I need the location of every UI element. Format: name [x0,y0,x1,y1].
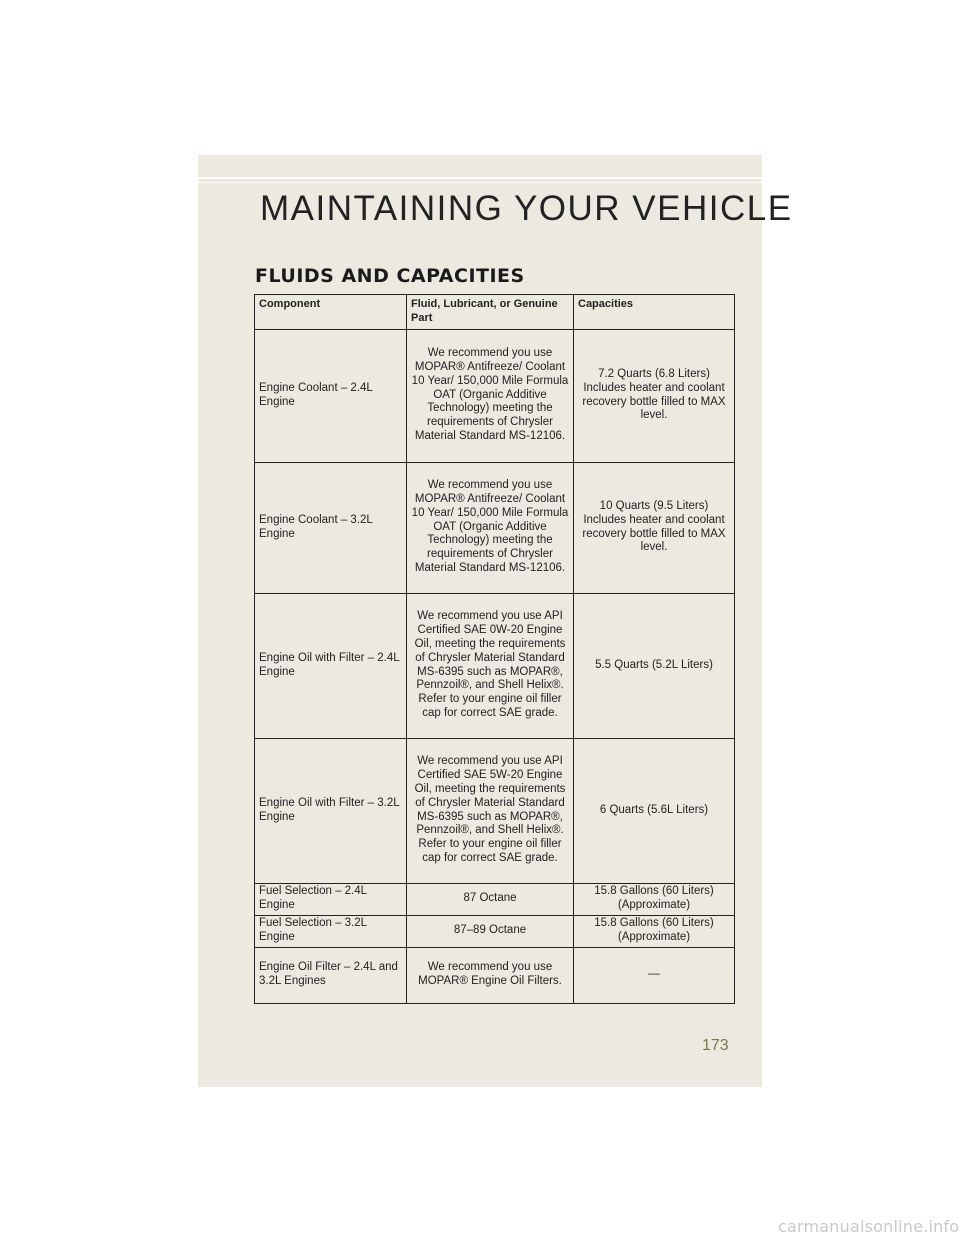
chapter-title: MAINTAINING YOUR VEHICLE [260,189,793,228]
page-number: 173 [702,1037,729,1054]
header-rule-thin [198,182,762,183]
cell-capacity: — [574,947,735,1003]
cell-component: Engine Oil with Filter – 3.2L Engine [255,738,407,883]
watermark: carmanualsonline.info [778,1217,960,1236]
manual-page [198,155,793,1087]
cell-component: Engine Coolant – 2.4L Engine [255,329,407,462]
cell-capacity: 15.8 Gallons (60 Liters) (Approximate) [574,915,735,947]
table-row [255,883,735,915]
cell-capacity: 15.8 Gallons (60 Liters) (Approximate) [574,883,735,915]
column-header-component: Component [255,295,407,330]
section-title: FLUIDS AND CAPACITIES [255,265,525,287]
cell-fluid: We recommend you use API Certified SAE 0W-20 Engine Oil, meeting the requirements of Chrysler Material Standard MS-6395 such as MOPAR®, Pennzoil®, and Shell Helix®. Refer to your engine oil filler cap for correct SAE grade. [407,593,574,738]
cell-fluid: We recommend you use MOPAR® Engine Oil Filters. [407,947,574,1003]
cell-capacity: 7.2 Quarts (6.8 Liters) Includes heater and coolant recovery bottle filled to MAX level. [574,329,735,462]
cell-capacity: 10 Quarts (9.5 Liters) Includes heater and coolant recovery bottle filled to MAX level. [574,462,735,593]
table-row [255,462,735,593]
fluids-capacities-table [254,294,735,1004]
cell-fluid: 87 Octane [407,883,574,915]
cell-component: Engine Coolant – 3.2L Engine [255,462,407,593]
table-header-row [255,295,735,330]
cell-component: Engine Oil with Filter – 2.4L Engine [255,593,407,738]
cell-component: Fuel Selection – 2.4L Engine [255,883,407,915]
cell-fluid: We recommend you use MOPAR® Antifreeze/ Coolant 10 Year/ 150,000 Mile Formula OAT (Organic Additive Technology) meeting the requirements of Chrysler Material Standard MS-12106. [407,462,574,593]
cell-component: Fuel Selection – 3.2L Engine [255,915,407,947]
cell-component: Engine Oil Filter – 2.4L and 3.2L Engines [255,947,407,1003]
column-header-capacities: Capacities [574,295,735,330]
table-row [255,738,735,883]
table-row [255,329,735,462]
table-row [255,593,735,738]
cell-capacity: 5.5 Quarts (5.2L Liters) [574,593,735,738]
cell-fluid: We recommend you use MOPAR® Antifreeze/ Coolant 10 Year/ 150,000 Mile Formula OAT (Organic Additive Technology) meeting the requirements of Chrysler Material Standard MS-12106. [407,329,574,462]
table-row [255,947,735,1003]
cell-fluid: We recommend you use API Certified SAE 5W-20 Engine Oil, meeting the requirements of Chrysler Material Standard MS-6395 such as MOPAR®, Pennzoil®, and Shell Helix®. Refer to your engine oil filler cap for correct SAE grade. [407,738,574,883]
column-header-fluid: Fluid, Lubricant, or Genuine Part [407,295,574,330]
cell-fluid: 87–89 Octane [407,915,574,947]
header-rule-thick [198,177,762,179]
cell-capacity: 6 Quarts (5.6L Liters) [574,738,735,883]
table-row [255,915,735,947]
